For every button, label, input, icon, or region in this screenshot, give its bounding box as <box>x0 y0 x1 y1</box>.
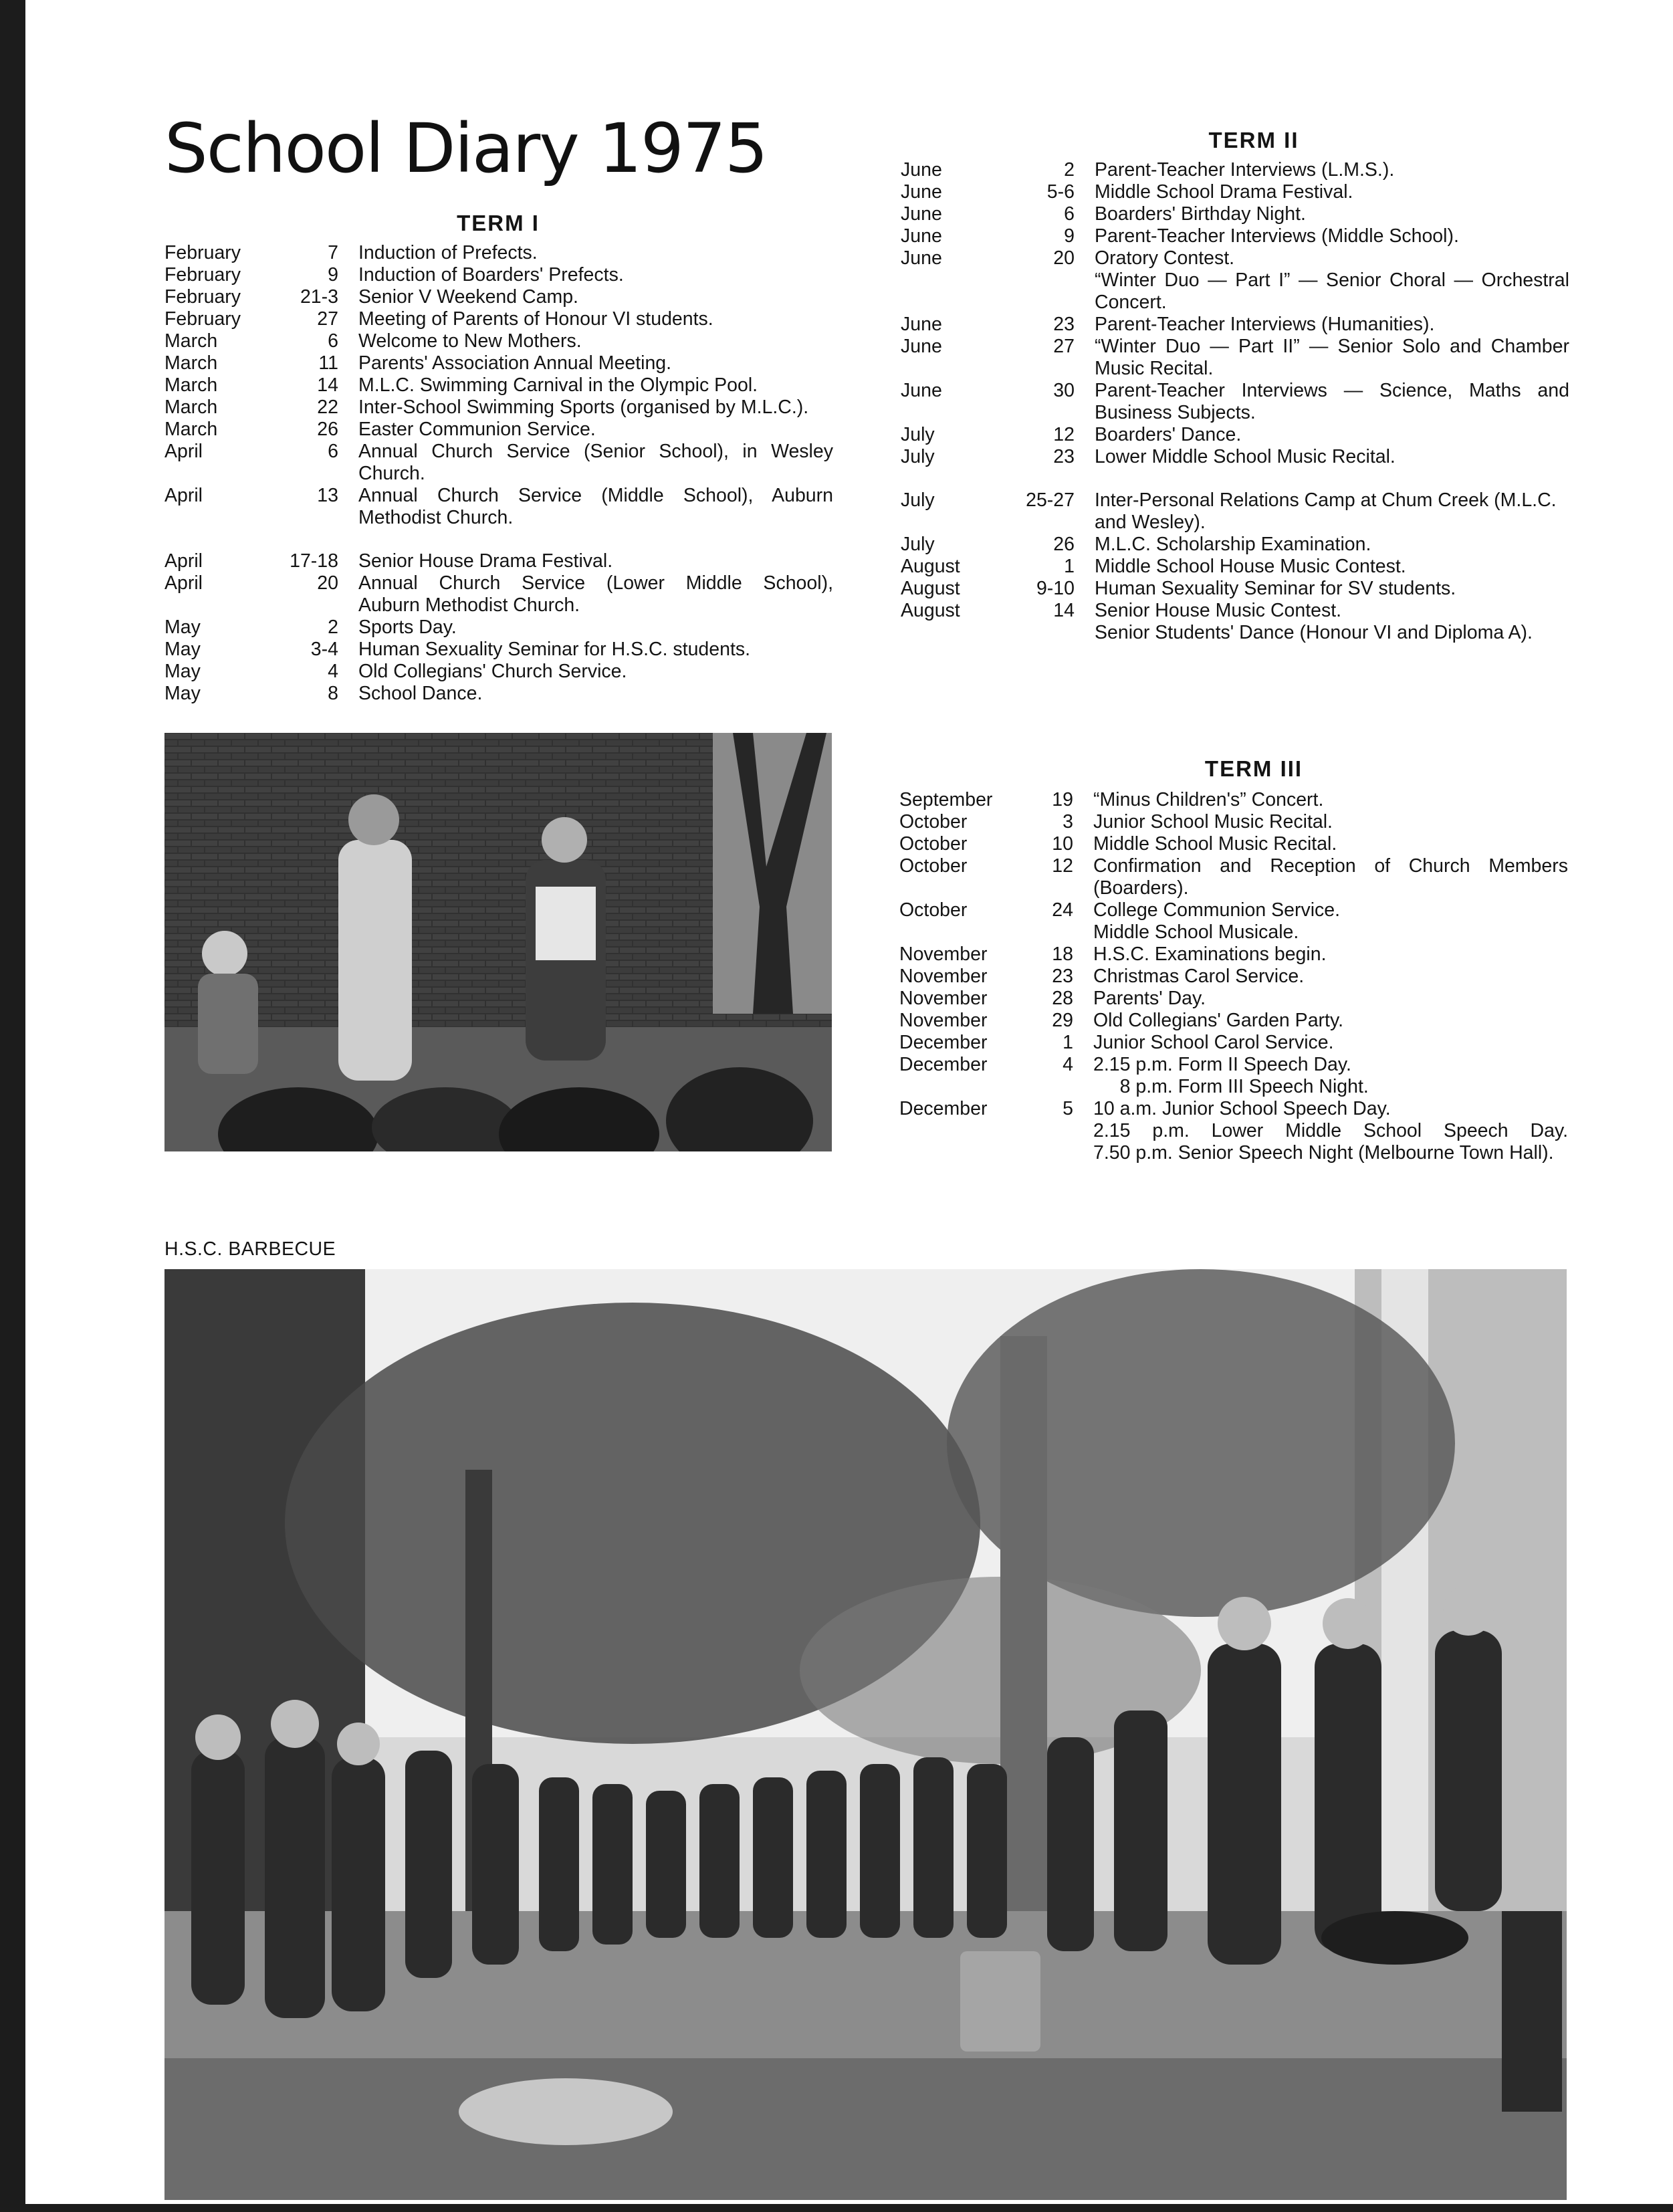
entry-event-line: Inter-Personal Relations Camp at Chum Creek (M.L.C. <box>1095 489 1557 511</box>
diary-entry <box>901 424 1569 446</box>
entry-month: July <box>901 424 935 445</box>
diary-entry <box>899 855 1568 899</box>
entry-month: May <box>164 617 201 638</box>
entry-month: October <box>899 899 968 921</box>
diary-entry <box>901 336 1569 380</box>
entry-month: June <box>901 336 942 357</box>
entry-event <box>358 352 833 374</box>
entry-event-line: 7.50 p.m. Senior Speech Night (Melbourne Town Hall). <box>1093 1142 1554 1164</box>
entry-event-line: Induction of Prefects. <box>358 242 538 263</box>
entry-day: 10 <box>1052 833 1073 855</box>
entry-day: 25-27 <box>1026 489 1075 511</box>
entry-day: 27 <box>1053 336 1075 357</box>
page-binding-edge <box>0 0 25 2212</box>
entry-event-line: Boarders' Birthday Night. <box>1095 203 1306 225</box>
entry-month: March <box>164 374 218 396</box>
entry-day: 9 <box>328 264 338 286</box>
entry-event-line: Music Recital. <box>1095 358 1214 379</box>
diary-entry <box>899 811 1568 833</box>
entry-month: March <box>164 397 218 418</box>
entry-event-line: Parent-Teacher Interviews (Humanities). <box>1095 314 1435 335</box>
entry-day: 20 <box>1053 247 1075 269</box>
entry-event-line: Junior School Music Recital. <box>1093 811 1333 833</box>
entry-event-line: 2.15 p.m. Form II Speech Day. <box>1093 1054 1351 1075</box>
entry-day: 23 <box>1053 314 1075 335</box>
entry-month: June <box>901 314 942 335</box>
diary-entry <box>164 286 833 308</box>
entry-day: 11 <box>318 352 338 374</box>
entry-event <box>1095 380 1569 424</box>
entry-event <box>1095 225 1569 247</box>
term-1-heading: TERM I <box>457 211 540 235</box>
entry-month: November <box>899 1010 988 1031</box>
entry-event-line: Annual Church Service (Middle School), Auburn <box>358 485 833 506</box>
entry-day: 22 <box>317 397 338 418</box>
entry-day: 14 <box>317 374 338 396</box>
entry-event <box>1095 489 1569 534</box>
diary-entry <box>164 374 833 397</box>
entry-month: June <box>901 380 942 401</box>
diary-entry <box>899 899 1568 944</box>
entry-event-line: Inter-School Swimming Sports (organised by M.L.C.). <box>358 397 809 418</box>
diary-entry <box>899 1010 1568 1032</box>
entry-event-line: 8 p.m. Form III Speech Night. <box>1093 1076 1369 1097</box>
entry-event-line: Parent-Teacher Interviews — Science, Maths and <box>1095 380 1569 401</box>
entry-event-line: School Dance. <box>358 683 483 704</box>
diary-entry <box>901 181 1569 203</box>
entry-day: 6 <box>1064 203 1075 225</box>
entry-event-line: Human Sexuality Seminar for H.S.C. students. <box>358 639 751 660</box>
entry-day: 3-4 <box>310 639 338 660</box>
entry-month: June <box>901 247 942 269</box>
entry-event <box>1093 789 1568 811</box>
entry-event-line: Welcome to New Mothers. <box>358 330 582 352</box>
entry-event-line: Business Subjects. <box>1095 402 1256 423</box>
entry-event <box>1093 833 1568 855</box>
diary-entry <box>901 556 1569 578</box>
entry-event <box>1093 1010 1568 1032</box>
entry-month: February <box>164 264 241 286</box>
entry-event-line: “Minus Children's” Concert. <box>1093 789 1324 810</box>
entry-event-line: Oratory Contest. <box>1095 247 1235 269</box>
entry-event-line: Induction of Boarders' Prefects. <box>358 264 624 286</box>
entry-event-line: Auburn Methodist Church. <box>358 594 580 616</box>
entry-month: November <box>899 988 988 1009</box>
entry-event-line: and Wesley). <box>1095 512 1206 533</box>
entry-month: May <box>164 683 201 704</box>
entry-event-line: Boarders' Dance. <box>1095 424 1242 445</box>
entry-event-line: Confirmation and Reception of Church Members <box>1093 855 1568 877</box>
entry-month: February <box>164 242 241 263</box>
entry-event-line: M.L.C. Scholarship Examination. <box>1095 534 1371 555</box>
entry-event-line: (Boarders). <box>1093 877 1189 899</box>
entry-day: 28 <box>1052 988 1073 1009</box>
entry-event-line: Junior School Carol Service. <box>1093 1032 1334 1053</box>
entry-month: June <box>901 225 942 247</box>
entry-event <box>358 242 833 264</box>
diary-entry <box>164 441 833 485</box>
entry-day: 17-18 <box>290 550 338 572</box>
entry-event-line: College Communion Service. <box>1093 899 1341 921</box>
entry-event <box>358 550 833 572</box>
entry-event <box>1093 988 1568 1010</box>
entry-day: 19 <box>1052 789 1073 810</box>
diary-entry <box>164 550 833 572</box>
entry-day: 26 <box>317 419 338 440</box>
entry-event-line: 10 a.m. Junior School Speech Day. <box>1093 1098 1391 1119</box>
entry-day: 6 <box>328 441 338 462</box>
entry-day: 8 <box>328 683 338 704</box>
entry-day: 23 <box>1053 446 1075 467</box>
entry-event <box>1095 534 1569 556</box>
entry-day: 13 <box>317 485 338 506</box>
entry-month: February <box>164 308 241 330</box>
diary-entry <box>164 264 833 286</box>
entry-month: May <box>164 661 201 682</box>
entry-event <box>1095 159 1569 181</box>
entry-month: April <box>164 572 203 594</box>
entry-day: 29 <box>1052 1010 1073 1031</box>
entry-event-line: Middle School House Music Contest. <box>1095 556 1406 577</box>
entry-event-line: Christmas Carol Service. <box>1093 966 1305 987</box>
diary-entry <box>164 308 833 330</box>
entry-event <box>1093 1032 1568 1054</box>
entry-day: 2 <box>328 617 338 638</box>
entry-event <box>1093 855 1568 899</box>
term-2-list <box>901 159 1569 644</box>
page-title: School Diary 1975 <box>164 109 767 189</box>
entry-event <box>1095 424 1569 446</box>
entry-month: April <box>164 550 203 572</box>
entry-event-line: Parents' Association Annual Meeting. <box>358 352 672 374</box>
entry-event <box>358 374 833 397</box>
diary-entry <box>899 988 1568 1010</box>
musicians-photo-image <box>164 733 832 1151</box>
barbecue-caption: H.S.C. BARBECUE <box>164 1238 336 1260</box>
entry-month: September <box>899 789 993 810</box>
diary-entry <box>164 661 833 683</box>
entry-event <box>358 661 833 683</box>
entry-event-line: Human Sexuality Seminar for SV students. <box>1095 578 1456 599</box>
term-3-list <box>899 789 1568 1164</box>
diary-entry <box>901 314 1569 336</box>
entry-month: December <box>899 1032 988 1053</box>
diary-entry <box>899 789 1568 811</box>
diary-entry <box>901 380 1569 424</box>
entry-month: June <box>901 159 942 181</box>
entry-month: November <box>899 944 988 965</box>
entry-day: 2 <box>1064 159 1075 181</box>
entry-day: 1 <box>1064 556 1075 577</box>
entry-event-line: Parent-Teacher Interviews (L.M.S.). <box>1095 159 1395 181</box>
entry-event <box>1095 578 1569 600</box>
entry-day: 5-6 <box>1046 181 1075 203</box>
diary-entry <box>899 1098 1568 1164</box>
entry-event-line: Lower Middle School Music Recital. <box>1095 446 1396 467</box>
entry-event <box>1095 336 1569 380</box>
entry-event-line: “Winter Duo — Part I” — Senior Choral — Orchestral <box>1095 269 1569 291</box>
entry-month: December <box>899 1098 988 1119</box>
entry-event <box>358 397 833 419</box>
entry-event <box>1093 944 1568 966</box>
term-3-heading: TERM III <box>1204 756 1303 781</box>
entry-day: 23 <box>1052 966 1073 987</box>
entry-event-line: Easter Communion Service. <box>358 419 596 440</box>
entry-month: February <box>164 286 241 308</box>
entry-event <box>358 683 833 705</box>
entry-event <box>1095 314 1569 336</box>
term-1-list <box>164 242 833 705</box>
diary-entry <box>164 639 833 661</box>
entry-month: March <box>164 352 218 374</box>
diary-entry <box>899 1032 1568 1054</box>
entry-event-line: H.S.C. Examinations begin. <box>1093 944 1327 965</box>
entry-day: 9 <box>1064 225 1075 247</box>
entry-event-line: M.L.C. Swimming Carnival in the Olympic Pool. <box>358 374 758 396</box>
entry-month: June <box>901 203 942 225</box>
entry-event-line: Parents' Day. <box>1093 988 1206 1009</box>
entry-event <box>1095 247 1569 314</box>
entry-event-line: Middle School Music Recital. <box>1093 833 1337 855</box>
diary-entry <box>164 397 833 419</box>
entry-event <box>1093 811 1568 833</box>
diary-entry <box>899 833 1568 855</box>
entry-event-line: Senior Students' Dance (Honour VI and Diploma A). <box>1095 622 1533 643</box>
entry-day: 4 <box>1063 1054 1073 1075</box>
entry-day: 18 <box>1052 944 1073 965</box>
diary-entry <box>164 485 833 529</box>
diary-entry <box>164 352 833 374</box>
entry-event <box>358 639 833 661</box>
entry-event-line: “Winter Duo — Part II” — Senior Solo and Chamber <box>1095 336 1569 357</box>
diary-entry <box>164 572 833 617</box>
entry-month: May <box>164 639 201 660</box>
entry-event-line: Senior V Weekend Camp. <box>358 286 578 308</box>
entry-event <box>358 330 833 352</box>
entry-event-line: Middle School Musicale. <box>1093 921 1299 943</box>
entry-event-line: Annual Church Service (Lower Middle School), <box>358 572 833 594</box>
entry-event-line: Meeting of Parents of Honour VI students. <box>358 308 713 330</box>
entry-event-line: Methodist Church. <box>358 507 514 528</box>
entry-day: 30 <box>1053 380 1075 401</box>
entry-month: August <box>901 556 960 577</box>
entry-day: 1 <box>1063 1032 1073 1053</box>
entry-event <box>358 572 833 617</box>
diary-entry <box>901 247 1569 314</box>
entry-month: August <box>901 578 960 599</box>
entry-month: October <box>899 855 968 877</box>
entry-event <box>1093 899 1568 944</box>
diary-entry <box>164 683 833 705</box>
entry-day: 20 <box>317 572 338 594</box>
entry-event-line: 2.15 p.m. Lower Middle School Speech Day. <box>1093 1120 1568 1141</box>
entry-event <box>358 308 833 330</box>
diary-entry <box>164 617 833 639</box>
barbecue-photo <box>164 1269 1567 2200</box>
diary-entry <box>901 159 1569 181</box>
entry-month: August <box>901 600 960 621</box>
entry-event <box>358 419 833 441</box>
entry-event <box>358 441 833 485</box>
entry-event-line: Senior House Drama Festival. <box>358 550 613 572</box>
entry-month: March <box>164 419 218 440</box>
entry-event <box>358 485 833 529</box>
diary-entry <box>164 419 833 441</box>
page-bottom-edge <box>0 2204 1673 2212</box>
entry-month: March <box>164 330 218 352</box>
diary-entry <box>901 203 1569 225</box>
entry-event <box>1093 966 1568 988</box>
musicians-photo <box>164 733 832 1151</box>
entry-month: July <box>901 489 935 511</box>
entry-day: 14 <box>1053 600 1075 621</box>
diary-entry <box>164 330 833 352</box>
term-2-heading: TERM II <box>1208 128 1299 152</box>
entry-event-line: Old Collegians' Garden Party. <box>1093 1010 1344 1031</box>
diary-entry <box>164 242 833 264</box>
entry-day: 21-3 <box>300 286 338 308</box>
diary-entry <box>899 944 1568 966</box>
entry-day: 24 <box>1052 899 1073 921</box>
entry-event-line: Concert. <box>1095 292 1167 313</box>
diary-entry <box>901 489 1569 534</box>
diary-entry <box>899 966 1568 988</box>
diary-entry <box>901 225 1569 247</box>
entry-event-line: Sports Day. <box>358 617 457 638</box>
entry-day: 27 <box>317 308 338 330</box>
entry-event-line: Annual Church Service (Senior School), in Wesley <box>358 441 833 462</box>
entry-event <box>1093 1098 1568 1164</box>
entry-event <box>358 286 833 308</box>
diary-entry <box>899 1054 1568 1098</box>
entry-month: June <box>901 181 942 203</box>
diary-entry <box>901 534 1569 556</box>
entry-event <box>1093 1054 1568 1098</box>
entry-event-line: Old Collegians' Church Service. <box>358 661 627 682</box>
entry-event <box>1095 203 1569 225</box>
entry-event <box>358 617 833 639</box>
entry-event-line: Middle School Drama Festival. <box>1095 181 1353 203</box>
entry-month: April <box>164 441 203 462</box>
entry-event <box>1095 446 1569 468</box>
entry-event <box>358 264 833 286</box>
entry-day: 4 <box>328 661 338 682</box>
diary-entry <box>901 600 1569 644</box>
entry-month: July <box>901 446 935 467</box>
diary-entry <box>901 446 1569 468</box>
entry-event-line: Senior House Music Contest. <box>1095 600 1342 621</box>
entry-month: April <box>164 485 203 506</box>
entry-day: 7 <box>328 242 338 263</box>
entry-event <box>1095 600 1569 644</box>
entry-day: 6 <box>328 330 338 352</box>
entry-day: 5 <box>1063 1098 1073 1119</box>
entry-month: July <box>901 534 935 555</box>
entry-month: October <box>899 811 968 833</box>
entry-event <box>1095 181 1569 203</box>
entry-day: 12 <box>1053 424 1075 445</box>
diary-entry <box>901 578 1569 600</box>
entry-event-line: Church. <box>358 463 425 484</box>
entry-event <box>1095 556 1569 578</box>
entry-day: 26 <box>1053 534 1075 555</box>
entry-day: 3 <box>1063 811 1073 833</box>
entry-day: 9-10 <box>1036 578 1075 599</box>
entry-month: October <box>899 833 968 855</box>
entry-event-line: Parent-Teacher Interviews (Middle School). <box>1095 225 1459 247</box>
entry-month: December <box>899 1054 988 1075</box>
barbecue-photo-image <box>164 1269 1567 2200</box>
entry-month: November <box>899 966 988 987</box>
entry-day: 12 <box>1052 855 1073 877</box>
